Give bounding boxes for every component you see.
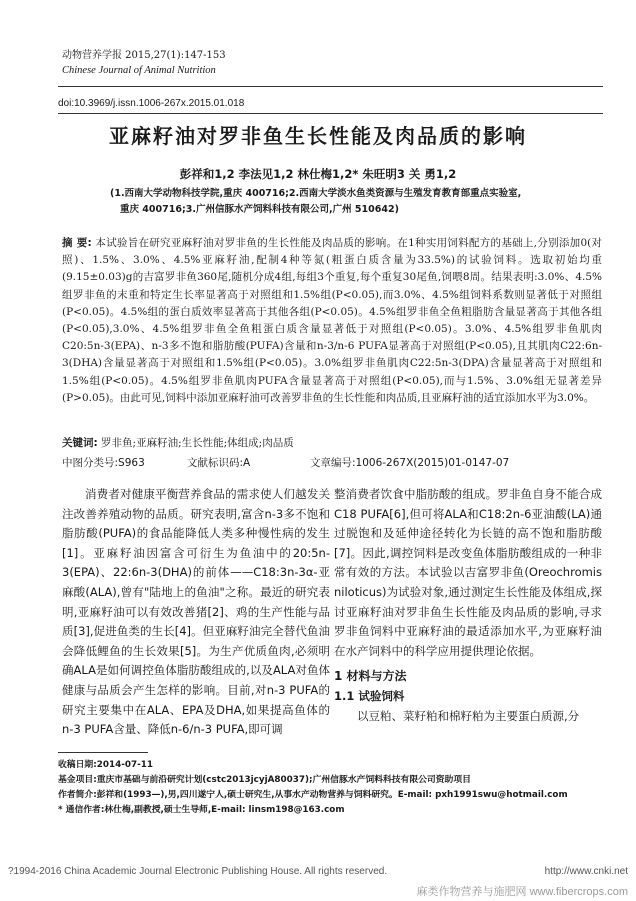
abstract-label: 摘 要:: [62, 237, 92, 249]
watermark: 麻类作物营养与施肥网 www.fibercrops.com: [416, 886, 628, 898]
section-heading: 1 材料与方法: [334, 669, 407, 684]
journal-name-cn: 动物营养学报 2015,27(1):147-153: [62, 50, 226, 61]
affiliations: [110, 186, 590, 218]
footnote-author-bio: 作者简介:彭祥和(1993—),男,四川遂宁人,硕士研究生,从事水产动物营养与饲料研究。E-mail: pxh1991swu@hotmail.com: [58, 790, 568, 800]
copyright-text: ?1994-2016 China Academic Journal Electronic Publishing House. All rights reserved.: [8, 866, 388, 877]
site-link[interactable]: http://www.cnki.net: [544, 866, 628, 877]
affiliation-line-2: 重庆 400716;3.广州信豚水产饲料科技有限公司,广州 510642): [120, 204, 399, 215]
document-code: 文献标识码:A: [187, 457, 251, 469]
article-title: 亚麻籽油对罗非鱼生长性能及肉品质的影响: [109, 124, 527, 148]
footnote-rule: [58, 752, 148, 753]
body-paragraph-left: 消费者对健康平衡营养食品的需求使人们越发关注改善养殖动物的品质。研究表明,富含n-3多不饱和脂肪酸(PUFA)的食品能降低人类多种慢性病的发生[1]。亚麻籽油因富含可衍生为鱼油中的20:5n-3(EPA)、22:6n-3(DHA)的前体——C18:3n-3α-亚麻酸(ALA),曾有"陆地上的鱼油"之称。最近的研究表明,亚麻籽油可以有效改善猪[2]、鸡的生产性能与品质[3],促进鱼类的生长[4]。但亚麻籽油完全替代鱼油会降低鲤鱼的生长效果[5]。为生产优质鱼肉,必须明确ALA是如何调控鱼体脂肪酸组成的,以及ALA对鱼体健康与品质会产生怎样的影响。目前,对n-3 PUFA的研究主要集中在ALA、EPA及DHA,如果提高鱼体的n-3 PUFA含量、降低n-6/n-3 PUFA,即可调: [62, 487, 330, 737]
doi-rule: [58, 113, 603, 114]
keywords: [62, 435, 602, 451]
article-number: 文章编号:1006-267X(2015)01-0147-07: [310, 457, 510, 469]
affiliation-line-1: (1.西南大学动物科技学院,重庆 400716;2.西南大学淡水鱼类资源与生殖发育教育部重点实验室,: [110, 188, 522, 199]
clc-number: 中图分类号:S963: [62, 457, 145, 469]
author-list: 彭祥和1,2 李法见1,2 林仕梅1,2* 朱旺明3 关 勇1,2: [179, 167, 457, 181]
footnotes: [58, 758, 603, 818]
abstract-text: 本试验旨在研究亚麻籽油对罗非鱼的生长性能及肉品质的影响。在1种实用饲料配方的基础上,分别添加0(对照)、1.5%、3.0%、4.5%亚麻籽油,配制4种等氮(粗蛋白质含量为33.5%)的试验饲料。选取初始均重(9.15±0.03)g的吉富罗非鱼360尾,随机分成4组,每组3个重复,每个重复30尾鱼,饲喂8周。结果表明:3.0%、4.5%组罗非鱼的末重和特定生长率显著高于对照组和1.5%组(P<0.05),而3.0%、4.5%组饲料系数则显著低于对照组(P<0.05)。4.5%组的蛋白质效率显著高于其他各组(P<0.05)。4.5%组罗非鱼全鱼粗脂肪含量显著高于其他各组(P<0.05),3.0%、4.5%组罗非鱼全鱼粗蛋白质含量显著低于对照组(P<0.05)。3.0%、4.5%组罗非鱼肌肉C20:5n-3(EPA)、n-3多不饱和脂肪酸(PUFA)含量和n-3/n-6 PUFA显著高于对照组(P<0.05),且其肌肉C22:6n-3(DHA)含量显著高于对照组和1.5%组(P<0.05)。3.0%组罗非鱼肌肉C22:5n-3(DPA)含量显著高于对照组和1.5%组(P<0.05)。4.5%组罗非鱼肌肉PUFA含量显著高于对照组(P<0.05),而与1.5%、3.0%组无显著差异(P>0.05)。由此可见,饲料中添加亚麻籽油可改善罗非鱼的生长性能和肉品质,且亚麻籽油的适宜添加水平为3.0%。: [62, 237, 602, 404]
abstract: [62, 235, 602, 407]
keywords-label: 关键词:: [62, 437, 98, 449]
journal-header: [62, 48, 226, 78]
footnote-funding: 基金项目:重庆市基础与前沿研究计划(cstc2013jcyjA80037);广州信豚水产饲料科技有限公司资助项目: [58, 775, 471, 785]
journal-name-en: Chinese Journal of Animal Nutrition: [62, 65, 216, 76]
header-rule: [58, 86, 603, 87]
doi[interactable]: doi:10.3969/j.issn.1006-267x.2015.01.018: [58, 98, 245, 109]
body-left-column: [62, 485, 330, 740]
body-right-column: [334, 485, 602, 726]
subsection-heading: 1.1 试验饲料: [334, 688, 405, 703]
footnote-corresponding: * 通信作者:林仕梅,副教授,硕士生导师,E-mail: linsm198@163.com: [58, 805, 345, 815]
footnote-received: 收稿日期:2014-07-11: [58, 760, 153, 770]
body-paragraph-right: 整消费者饮食中脂肪酸的组成。罗非鱼自身不能合成C18 PUFA[6],但可将ALA和C18:2n-6亚油酸(LA)通过脱饱和及延伸途径转化为长链的高不饱和脂肪酸[7]。因此,调控饲料是改变鱼体脂肪酸组成的一种非常有效的方法。本试验以吉富罗非鱼(Oreochromis niloticus)为试验对象,通过测定生长性能及体组成,探讨亚麻籽油对罗非鱼生长性能及肉品质的影响,寻求罗非鱼饲料中亚麻籽油的最适添加水平,为亚麻籽油在水产饲料中的科学应用提供理论依据。: [334, 487, 602, 658]
body-paragraph-right-end: 以豆粕、菜籽粕和棉籽粕为主要蛋白质源,分: [357, 708, 580, 723]
keywords-text: 罗非鱼;亚麻籽油;生长性能;体组成;肉品质: [101, 437, 294, 449]
